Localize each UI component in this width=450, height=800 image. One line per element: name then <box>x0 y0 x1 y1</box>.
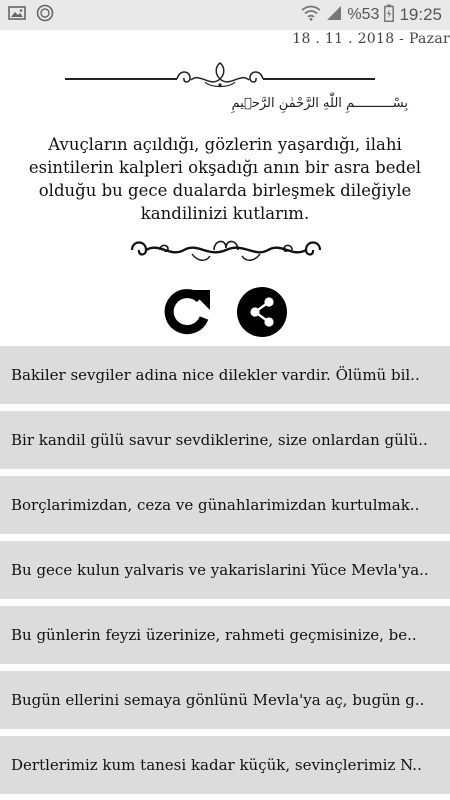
list-item[interactable] <box>0 411 450 469</box>
image-icon <box>8 6 26 25</box>
status-bar <box>0 0 450 30</box>
list-item-text: Bugün ellerini semaya gönlünü Mevla'ya aç, bugün g.. <box>11 691 425 709</box>
sync-icon <box>36 4 54 27</box>
date-label: 18 . 11 . 2018 - Pazar <box>292 31 450 47</box>
signal-icon <box>326 5 342 26</box>
clock: 19:25 <box>399 5 442 24</box>
share-icon <box>236 286 288 338</box>
list-item-text: Borçlarimizdan, ceza ve günahlarimizdan kurtulmak.. <box>11 496 420 514</box>
bismillah-text: بِسْــــــــــمِ اللّٰهِ الرَّحْمٰنِ الرَّح۪يمِ <box>231 96 408 111</box>
refresh-icon <box>160 286 212 338</box>
kandil-message: Avuçların açıldığı, gözlerin yaşardığı, ilahi esintilerin kalpleri okşadığı anın bir asra bedel olduğu bu gece dualarda birleşmek dileğiyle kandilinizi kutlarım. <box>28 135 422 223</box>
message-list <box>0 346 450 800</box>
status-bar-right <box>301 4 442 27</box>
ornament-top <box>65 62 375 92</box>
list-item-text: Dertlerimiz kum tanesi kadar küçük, sevinçlerimiz N.. <box>11 756 422 774</box>
refresh-button[interactable] <box>160 286 212 338</box>
battery-text: %53 <box>347 6 380 23</box>
battery-icon <box>384 4 394 27</box>
list-item[interactable] <box>0 736 450 794</box>
status-bar-left <box>8 4 54 27</box>
list-item-text: Bu günlerin feyzi üzerinize, rahmeti geçmisinize, be.. <box>11 626 417 644</box>
list-item[interactable] <box>0 606 450 664</box>
list-item[interactable] <box>0 541 450 599</box>
wifi-icon <box>301 5 321 26</box>
list-item[interactable] <box>0 671 450 729</box>
list-item-text: Bakiler sevgiler adina nice dilekler vardir. Ölümü bil.. <box>11 366 420 384</box>
list-item[interactable] <box>0 476 450 534</box>
list-item[interactable] <box>0 346 450 404</box>
list-item-text: Bu gece kulun yalvaris ve yakarislarini Yüce Mevla'ya.. <box>11 561 429 579</box>
list-item-text: Bir kandil gülü savur sevdiklerine, size onlardan gülü.. <box>11 431 428 449</box>
ornament-bottom <box>130 234 322 266</box>
share-button[interactable] <box>236 286 288 338</box>
